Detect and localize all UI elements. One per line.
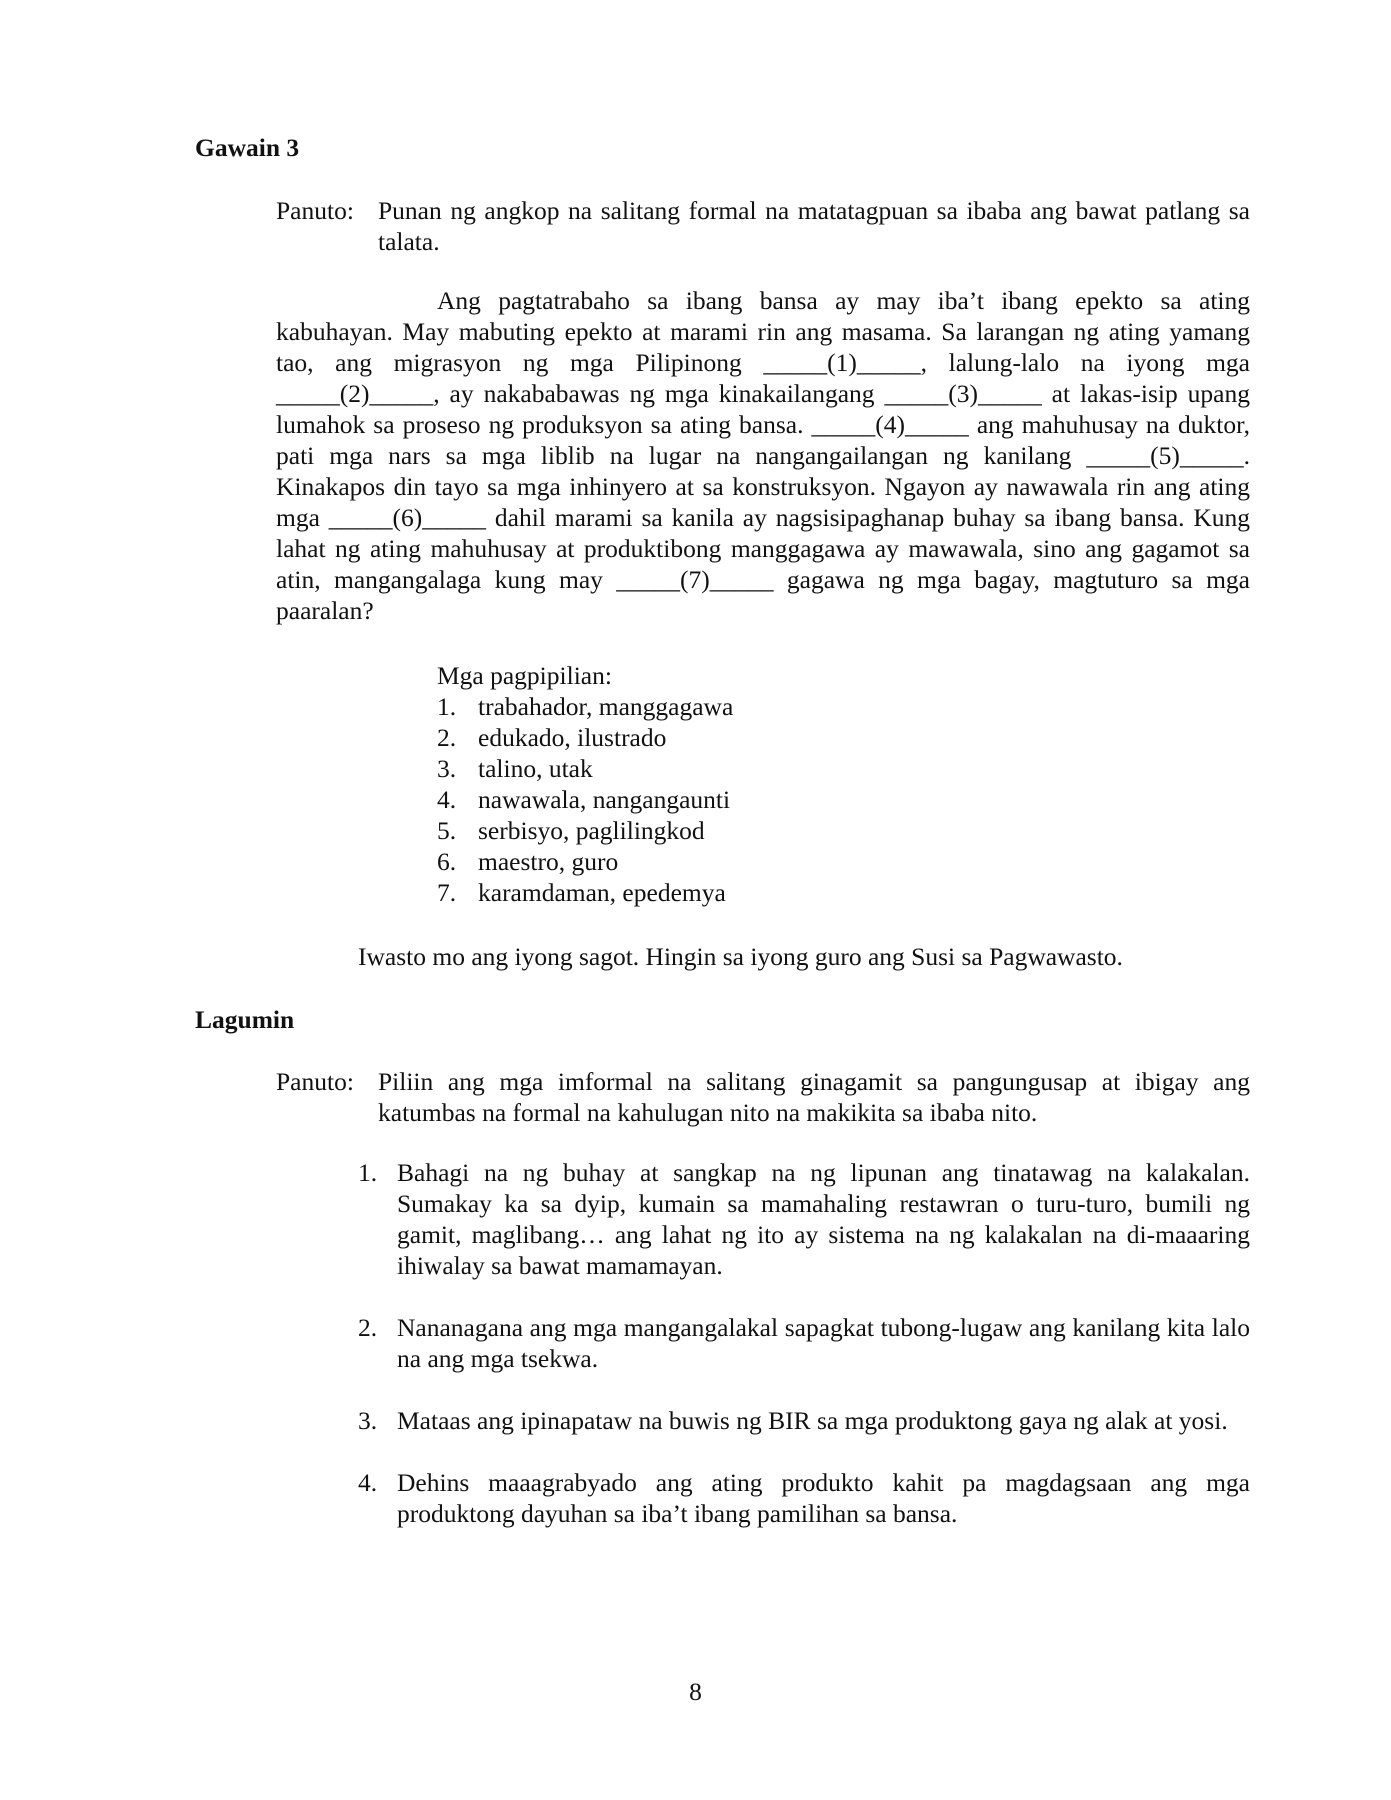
- lagumin-panuto-label: Panuto:: [276, 1067, 354, 1096]
- choice-text: serbisyo, paglilingkod: [478, 816, 705, 845]
- choices-title: Mga pagpipilian:: [437, 661, 612, 690]
- choice-number: 2.: [437, 723, 457, 752]
- choice-number: 4.: [437, 785, 457, 814]
- list-item: [358, 1157, 1250, 1281]
- list-item: [358, 1405, 1250, 1436]
- item-number: 3.: [358, 1406, 378, 1435]
- choice-text: maestro, guro: [478, 847, 619, 876]
- choice-item: [437, 815, 937, 846]
- choice-text: trabahador, manggagawa: [478, 692, 734, 721]
- answer-key-note: Iwasto mo ang iyong sagot. Hingin sa iyong guro ang Susi sa Pagwawasto.: [358, 942, 1123, 971]
- choices-list: [437, 660, 937, 908]
- choice-text: edukado, ilustrado: [478, 723, 667, 752]
- gawain-panuto-label: Panuto:: [276, 196, 354, 225]
- lagumin-panuto-text: Panuto: Piliin ang mga imformal na salitang ginagamit sa pangungusap at ibigay ang katumbas na formal na kahulugan nito na makikita sa ibaba nito.: [276, 1067, 1250, 1127]
- choice-item: [437, 846, 937, 877]
- lagumin-items: [358, 1157, 1250, 1529]
- choice-item: [437, 784, 937, 815]
- gawain-panuto-text: Punan ng angkop na salitang formal na matatagpuan sa ibaba ang bawat patlang sa talata.: [378, 196, 1250, 256]
- item-number: 2.: [358, 1313, 378, 1342]
- choice-number: 1.: [437, 692, 457, 721]
- list-item: [358, 1467, 1250, 1529]
- lagumin-heading: Lagumin: [195, 1005, 295, 1034]
- item-text: Nananagana ang mga mangangalakal sapagkat tubong-lugaw ang kanilang kita lalo na ang mga tsekwa.: [397, 1313, 1250, 1373]
- choice-item: [437, 691, 937, 722]
- item-text: Bahagi na ng buhay at sangkap na ng lipunan ang tinatawag na kalakalan. Sumakay ka sa dyip, kumain sa mamahaling restawran o turu-turo, bumili ng gamit, maglibang… ang lahat ng ito ay sistema na ng kalakalan na di-maaaring ihiwalay sa bawat mamamayan.: [397, 1158, 1250, 1280]
- choice-number: 3.: [437, 754, 457, 783]
- choice-text: nawawala, nangangaunti: [478, 785, 731, 814]
- gawain-panuto-text-wrap: [276, 195, 1250, 257]
- choice-number: 7.: [437, 878, 457, 907]
- page-number: 8: [689, 1677, 702, 1706]
- choice-item: [437, 722, 937, 753]
- choice-item: [437, 877, 937, 908]
- gawain-heading: Gawain 3: [195, 133, 300, 162]
- choice-text: karamdaman, epedemya: [478, 878, 726, 907]
- choice-number: 6.: [437, 847, 457, 876]
- item-number: 1.: [358, 1158, 378, 1187]
- gawain-paragraph: Ang pagtatrabaho sa ibang bansa ay may iba’t ibang epekto sa ating kabuhayan. May mabuting epekto at marami rin ang masama. Sa larangan ng ating yamang tao, ang migrasyon ng mga Pilipinong _____(1)_____, lalung-lalo na iyong mga _____(2)_____, ay nakababawas ng mga kinakailangang _____(3)_____ at lakas-isip upang lumahok sa proseso ng produksyon sa ating bansa. _____(4)_____ ang mahuhusay na duktor, pati mga nars sa mga liblib na lugar na nangangailangan ng kanilang _____(5)_____. Kinakapos din tayo sa mga inhinyero at sa konstruksyon. Ngayon ay nawawala rin ang ating mga _____(6)_____ dahil marami sa kanila ay nagsisipaghanap buhay sa ibang bansa. Kung lahat ng ating mahuhusay at produktibong manggagawa ay mawawala, sino ang gagamot sa atin, mangangalaga kung may _____(7)_____ gagawa ng mga bagay, magtuturo sa mga paaralan?: [276, 286, 1250, 625]
- gawain-instructions: [276, 195, 1250, 257]
- choice-item: [437, 753, 937, 784]
- item-number: 4.: [358, 1468, 378, 1497]
- list-item: [358, 1312, 1250, 1374]
- choice-number: 5.: [437, 816, 457, 845]
- item-text: Dehins maaagrabyado ang ating produkto kahit pa magdagsaan ang mga produktong dayuhan sa iba’t ibang pamilihan sa bansa.: [397, 1468, 1250, 1528]
- choice-text: talino, utak: [478, 754, 593, 783]
- item-text: Mataas ang ipinapataw na buwis ng BIR sa mga produktong gaya ng alak at yosi.: [397, 1406, 1228, 1435]
- lagumin-instructions: [276, 1066, 1250, 1128]
